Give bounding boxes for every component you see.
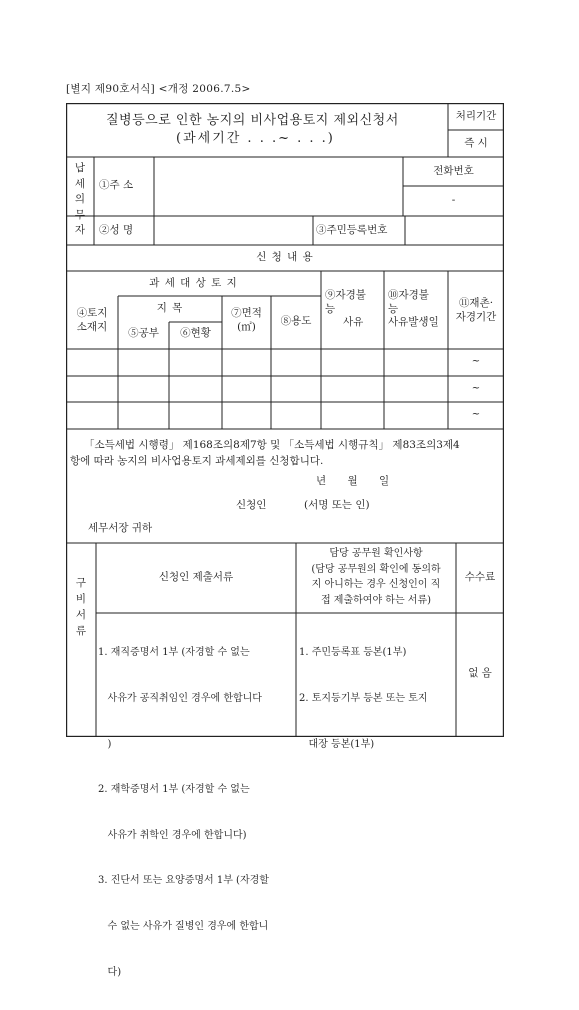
official-verification-header: 담당 공무원 확인사항 (담당 공무원의 확인에 동의하 지 아니하는 경우 신청인이 직 접 제출하여야 하는 서류) [311, 548, 441, 606]
name-field[interactable] [155, 217, 312, 244]
application-form [66, 103, 504, 978]
recipient-text: 세무서장 귀하 [88, 522, 153, 534]
processing-period-value: 즉 시 [464, 137, 488, 149]
signature-field[interactable]: (서명 또는 인) [304, 499, 370, 511]
period-cell[interactable]: ~ [471, 356, 481, 367]
address-field[interactable] [155, 158, 402, 215]
legal-basis-text-continued: 항에 따라 농지의 비사업용토지 과세제외를 신청합니다. [70, 455, 324, 467]
list-item: 수 없는 사유가 질병인 경우에 한합니 [98, 921, 269, 933]
list-item: 2. 토지등기부 등본 또는 토지 [299, 693, 428, 705]
fee-header: 수수료 [464, 571, 496, 583]
list-item: 2. 재학증명서 1부 (자경할 수 없는 [98, 784, 250, 796]
table-row[interactable] [66, 376, 504, 402]
period-cell[interactable]: ~ [471, 409, 481, 420]
fee-value: 없 음 [468, 667, 492, 679]
form-header: [별지 제90호서식] <개정 2006.7.5> [66, 83, 251, 95]
request-section-heading: 신 청 내 용 [256, 251, 314, 263]
phone-label: 전화번호 [433, 165, 474, 177]
table-row[interactable] [66, 349, 504, 376]
actual-status-header: ⑥현황 [180, 327, 211, 339]
land-category-header: 지 목 [156, 302, 184, 314]
phone-value[interactable]: - [451, 194, 456, 206]
address-label: ①주 소 [99, 179, 134, 191]
list-item: 1. 재직증명서 1부 (자경할 수 없는 [98, 647, 250, 659]
application-date[interactable]: 년 월 일 [316, 475, 390, 487]
public-record-header: ⑤공부 [128, 327, 159, 339]
name-label: ②성 명 [99, 224, 134, 236]
list-item: 사유가 취학인 경우에 한합니다) [98, 829, 247, 841]
list-item: 다) [98, 966, 122, 978]
taxable-land-header: 과 세 대 상 토 지 [149, 277, 238, 289]
resident-number-label: ③주민등록번호 [316, 224, 388, 236]
period-cell[interactable]: ~ [471, 383, 481, 394]
applicant-documents-list [98, 615, 269, 1010]
list-item: 사유가 공직취임인 경우에 한합니다 [98, 693, 262, 705]
legal-basis-text: 「소득세법 시행령」 제168조의8제7항 및 「소득세법 시행규칙」 제83조의3제4 [84, 439, 460, 451]
land-use-header: ⑧용도 [280, 315, 312, 327]
official-documents-list [299, 615, 428, 782]
list-item: 3. 진단서 또는 요양증명서 1부 (자경할 [98, 875, 269, 887]
reason-occurrence-date-header: ⑩자경불 능 사유발생일 [388, 289, 439, 329]
required-documents-side-label: 구 비 서 류 [75, 577, 87, 637]
applicant-label: 신청인 [236, 499, 267, 511]
self-farming-reason-header: ⑨자경불 능 사유 [325, 289, 366, 329]
list-item: ) [98, 738, 112, 750]
list-item: 1. 주민등록표 등본(1부) [299, 647, 407, 659]
table-row[interactable] [66, 402, 504, 429]
residence-farming-period-header: ⑪재촌· 자경기간 [455, 297, 497, 323]
processing-period-label: 처리기간 [455, 110, 497, 122]
land-location-header: ④토지 소재지 [76, 307, 108, 333]
taxpayer-side-label: 납 세 의 무 자 [74, 162, 86, 236]
tax-period: (과세기간 . . .~ . . .) [176, 131, 335, 146]
area-header: ⑦면적 (㎡) [231, 307, 262, 333]
list-item: 대장 등본(1부) [299, 738, 375, 750]
applicant-documents-header: 신청인 제출서류 [158, 571, 234, 583]
form-title: 질병등으로 인한 농지의 비사업용토지 제외신청서 [106, 113, 399, 128]
resident-number-field[interactable] [406, 217, 503, 244]
